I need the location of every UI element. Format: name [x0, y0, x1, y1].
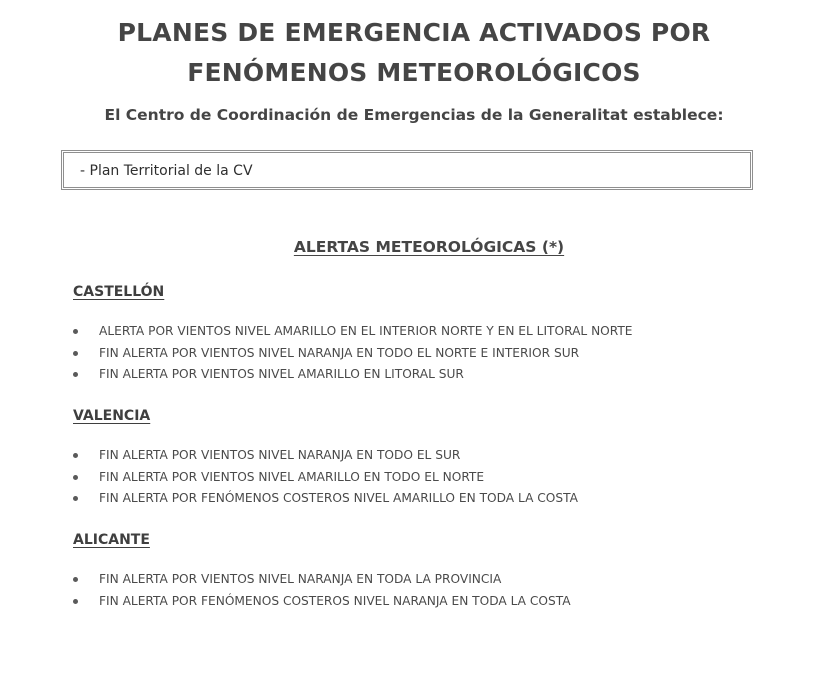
alert-text: FIN ALERTA POR VIENTOS NIVEL NARANJA EN TODA LA PROVINCIA [99, 572, 502, 586]
alert-text: FIN ALERTA POR VIENTOS NIVEL NARANJA EN TODO EL NORTE E INTERIOR SUR [99, 345, 580, 360]
province-name: CASTELLÓN [73, 284, 165, 300]
alert-text: ALERTA POR VIENTOS NIVEL AMARILLO EN EL INTERIOR NORTE Y EN EL LITORAL NORTE [99, 324, 633, 338]
bullet-icon [73, 496, 78, 501]
province-castellon [73, 284, 633, 386]
activated-plans-box [61, 150, 753, 190]
alert-item [73, 488, 578, 510]
alert-list [73, 321, 633, 386]
alert-item [73, 591, 571, 613]
bullet-icon [73, 453, 78, 458]
plan-item: - Plan Territorial de la CV [80, 163, 253, 179]
alert-item [73, 321, 633, 343]
alert-text: FIN ALERTA POR VIENTOS NIVEL AMARILLO EN TODO EL NORTE [99, 469, 485, 484]
alert-list [73, 569, 571, 612]
alert-item [73, 445, 578, 467]
alert-item [73, 569, 571, 591]
bullet-icon [73, 577, 78, 582]
alert-item [73, 364, 633, 386]
alert-text: FIN ALERTA POR VIENTOS NIVEL AMARILLO EN LITORAL SUR [99, 367, 464, 381]
province-alicante [73, 532, 571, 612]
alert-list [73, 445, 578, 510]
bullet-icon [73, 372, 78, 377]
bullet-icon [73, 329, 78, 334]
alert-item [73, 467, 578, 489]
alert-text: FIN ALERTA POR VIENTOS NIVEL NARANJA EN TODO EL SUR [99, 448, 461, 462]
document-title-line-1: PLANES DE EMERGENCIA ACTIVADOS POR [117, 18, 711, 47]
bullet-icon [73, 475, 78, 480]
alert-text: FIN ALERTA POR FENÓMENOS COSTEROS NIVEL NARANJA EN TODA LA COSTA [99, 593, 571, 608]
province-name: ALICANTE [73, 532, 150, 548]
alerts-heading: ALERTAS METEOROLÓGICAS (*) [293, 238, 565, 256]
bullet-icon [73, 599, 78, 604]
document-title-line-2: FENÓMENOS METEOROLÓGICOS [187, 58, 641, 87]
bullet-icon [73, 351, 78, 356]
alert-text: FIN ALERTA POR FENÓMENOS COSTEROS NIVEL AMARILLO EN TODA LA COSTA [99, 491, 578, 505]
province-name: VALENCIA [73, 408, 151, 424]
alert-item [73, 343, 633, 365]
province-valencia [73, 408, 578, 510]
document-subtitle: El Centro de Coordinación de Emergencias de la Generalitat establece: [104, 106, 724, 124]
